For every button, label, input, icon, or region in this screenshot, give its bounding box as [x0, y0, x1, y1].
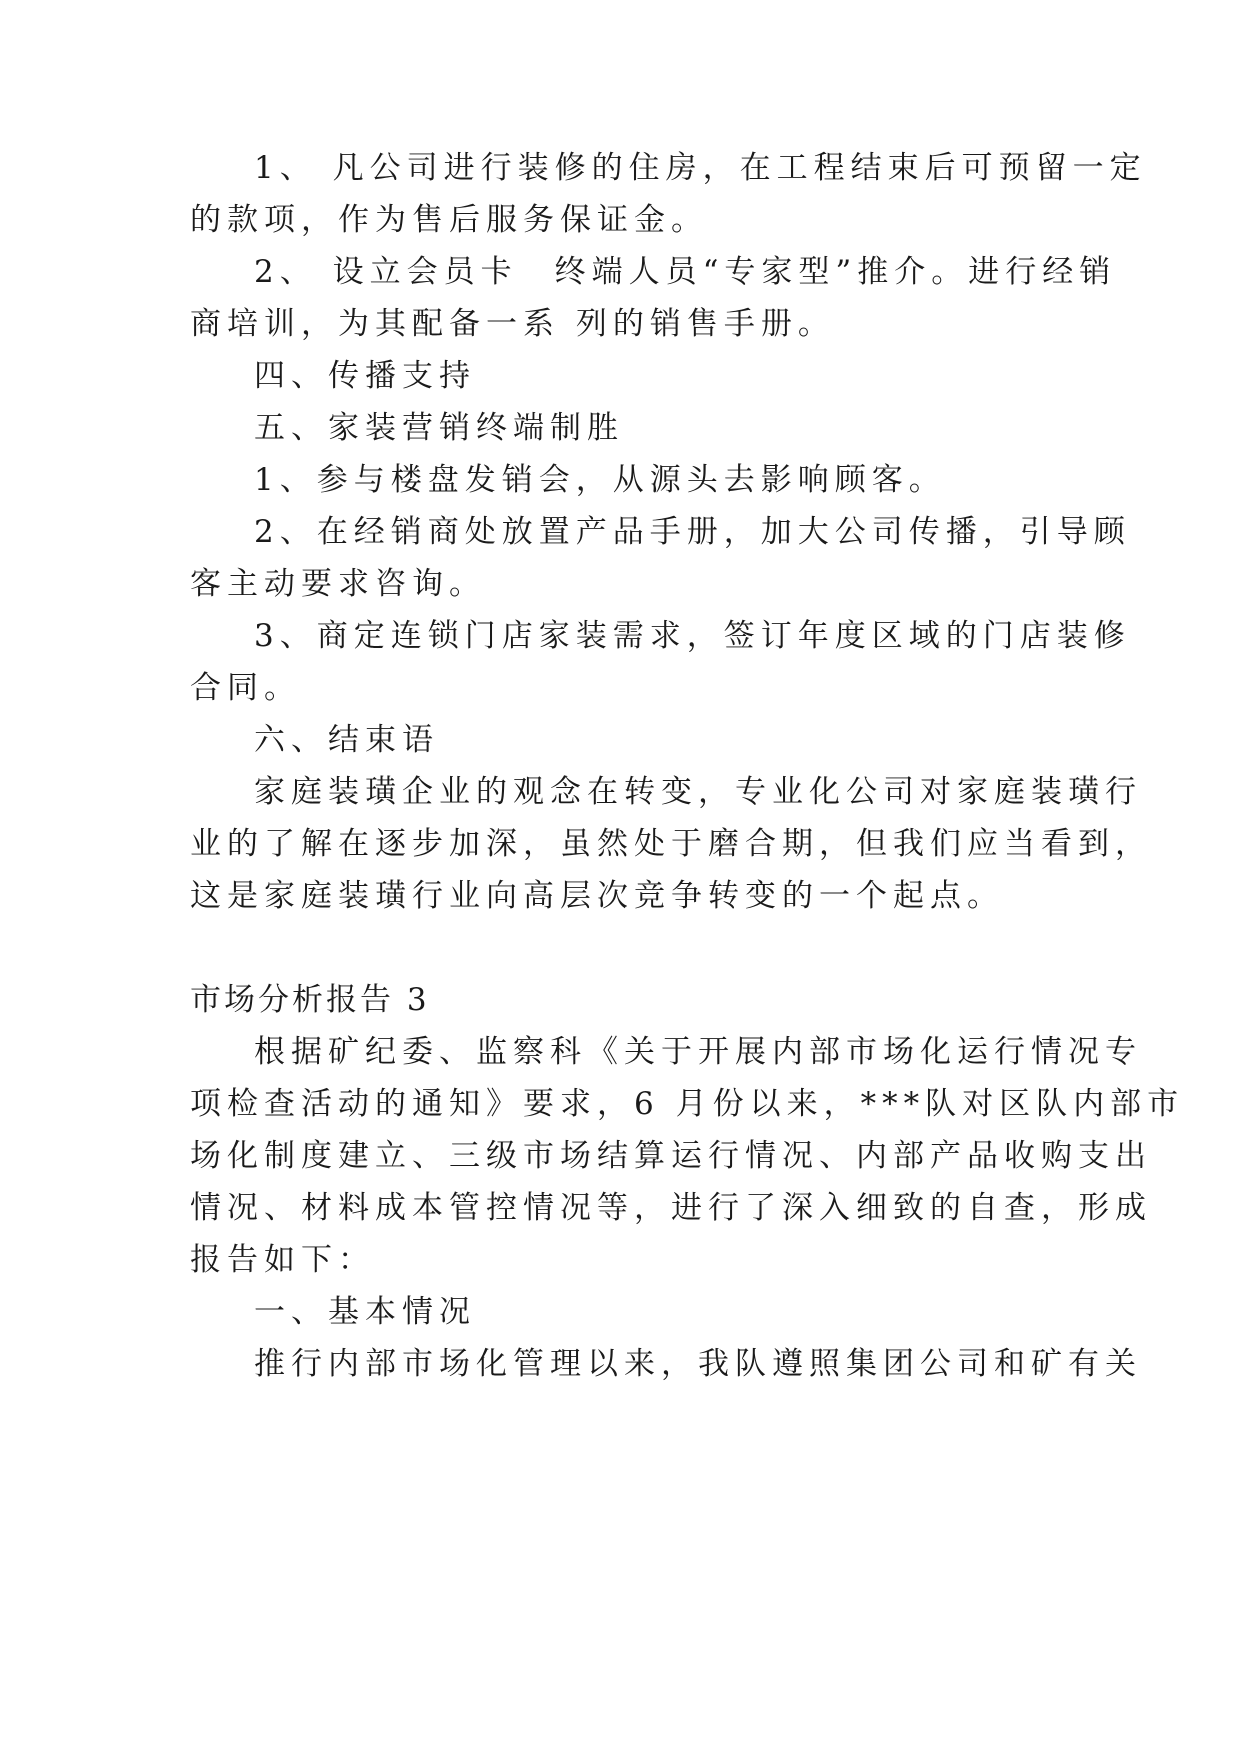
paragraph-line: 家庭装璜企业的观念在转变，专业化公司对家庭装璜行 [254, 774, 1142, 810]
paragraph-line: 商培训，为其配备一系 列的销售手册。 [190, 306, 835, 342]
section-heading: 四、传播支持 [254, 358, 476, 394]
report-title: 市场分析报告 3 [190, 982, 430, 1018]
paragraph-line: 合同。 [190, 670, 301, 706]
paragraph-line: 业的了解在逐步加深，虽然处于磨合期，但我们应当看到， [190, 826, 1152, 862]
paragraph-line: 场化制度建立、三级市场结算运行情况、内部产品收购支出 [190, 1138, 1152, 1174]
paragraph-line: 项检查活动的通知》要求，6 月份以来，***队对区队内部市 [190, 1086, 1185, 1122]
paragraph-line: 2、 设立会员卡 终端人员“专家型”推介。进行经销 [254, 254, 1117, 290]
paragraph-line: 1、参与楼盘发销会，从源头去影响顾客。 [254, 462, 946, 498]
paragraph-line: 这是家庭装璜行业向高层次竞争转变的一个起点。 [190, 878, 1004, 914]
section-heading: 一、基本情况 [254, 1294, 476, 1330]
paragraph-line: 推行内部市场化管理以来，我队遵照集团公司和矿有关 [254, 1346, 1142, 1382]
paragraph-line: 客主动要求咨询。 [190, 566, 486, 602]
paragraph-line: 3、商定连锁门店家装需求，签订年度区域的门店装修 [254, 618, 1131, 654]
section-heading: 六、结束语 [254, 722, 439, 758]
paragraph-line: 2、在经销商处放置产品手册，加大公司传播，引导顾 [254, 514, 1131, 550]
paragraph-line: 情况、材料成本管控情况等，进行了深入细致的自查，形成 [190, 1190, 1152, 1226]
paragraph-line: 报告如下： [190, 1242, 375, 1278]
paragraph-line: 的款项，作为售后服务保证金。 [190, 202, 708, 238]
section-heading: 五、家装营销终端制胜 [254, 410, 624, 446]
paragraph-line: 1、 凡公司进行装修的住房，在工程结束后可预留一定 [254, 150, 1147, 186]
paragraph-line: 根据矿纪委、监察科《关于开展内部市场化运行情况专 [254, 1034, 1142, 1070]
